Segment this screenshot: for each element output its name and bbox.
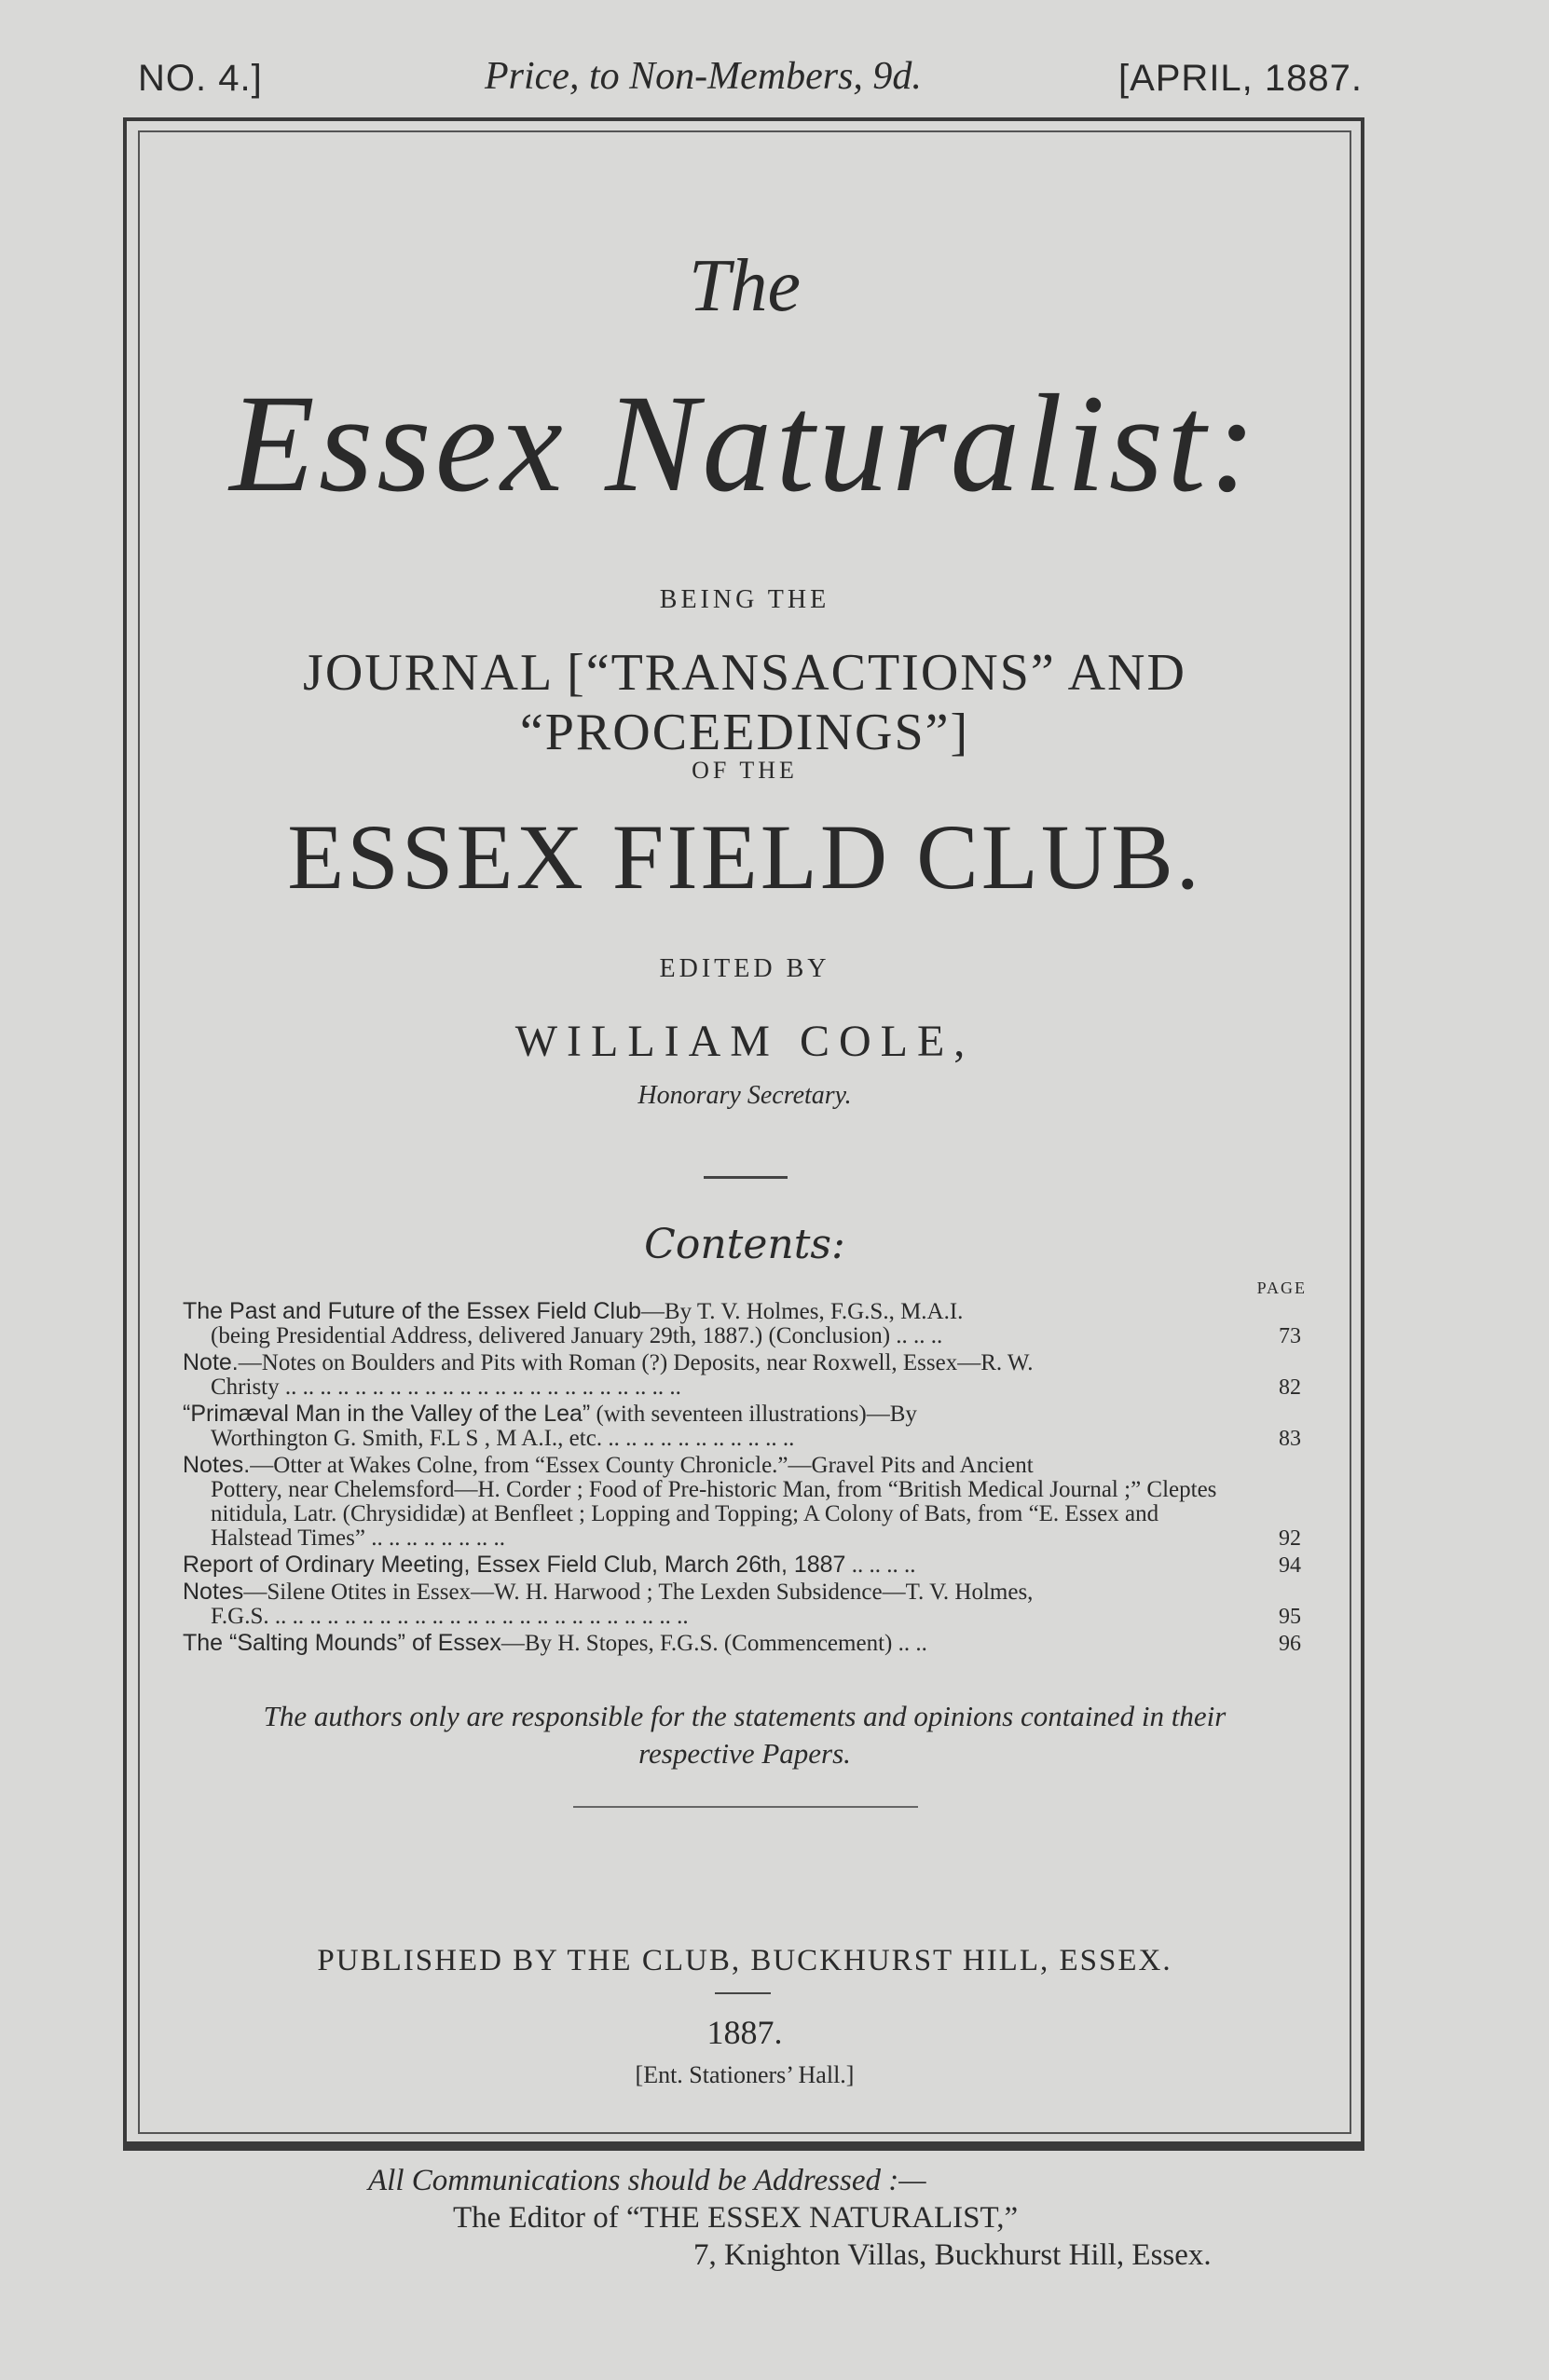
entry-page: 94 xyxy=(1279,1553,1301,1578)
entry-text: —Notes on Boulders and Pits with Roman (?) Deposits, near Roxwell, Essex—R. W. xyxy=(238,1350,1034,1375)
divider xyxy=(715,1992,771,1994)
disclaimer-line-1: The authors only are responsible for the statements and opinions contained in their xyxy=(263,1700,1227,1732)
entry-continuation: F.G.S. .. .. .. .. .. .. .. .. .. .. .. .. .. .. .. .. .. .. .. .. .. .. .. .. xyxy=(211,1604,689,1629)
table-of-contents xyxy=(183,1299,1301,1658)
disclaimer-line-2: respective Papers. xyxy=(638,1737,851,1770)
publisher-line: PUBLISHED BY THE CLUB, BUCKHURST HILL, ESSEX. xyxy=(317,1944,1172,1977)
list-item xyxy=(183,1552,1301,1578)
entry-continuation: Worthington G. Smith, F.L S , M A.I., etc. .. .. .. .. .. .. .. .. .. .. .. xyxy=(211,1426,795,1451)
publication-year: 1887. xyxy=(706,2014,783,2051)
journal-subtitle: JOURNAL [“TRANSACTIONS” AND “PROCEEDINGS”] xyxy=(303,644,1186,761)
entry-text: —By T. V. Holmes, F.G.S., M.A.I. xyxy=(640,1299,964,1324)
journal-title: Essex Naturalist: xyxy=(229,366,1260,521)
editor-role: Honorary Secretary. xyxy=(637,1081,852,1110)
entry-continuation: Pottery, near Chelemsford—H. Corder ; Food of Pre-historic Man, from “British Medical Journal ;” Cleptes nitidula, Latr. (Chrysididæ) at Benfleet ; Lopping and Topping; A Colony of Bats, from “E. Essex and Halstead Times” .. .. .. .. .. .. .. .. xyxy=(211,1477,1217,1551)
club-name: ESSEX FIELD CLUB. xyxy=(287,805,1202,909)
entry-lead: “Primæval Man in the Valley of the Lea” xyxy=(183,1401,591,1427)
entry-text: —Otter at Wakes Colne, from “Essex County Chronicle.”—Gravel Pits and Ancient xyxy=(250,1453,1034,1478)
entry-lead: Notes. xyxy=(183,1452,251,1478)
entry-continuation: (being Presidential Address, delivered January 29th, 1887.) (Conclusion) .. .. .. xyxy=(211,1323,943,1348)
entry-lead: Report of Ordinary Meeting, Essex Field Club, March 26th, 1887 xyxy=(183,1552,846,1578)
entry-page: 96 xyxy=(1279,1632,1301,1656)
entry-page: 83 xyxy=(1279,1427,1301,1451)
divider xyxy=(704,1176,788,1179)
list-item xyxy=(183,1299,1301,1348)
list-item xyxy=(183,1580,1301,1629)
communications-address: 7, Knighton Villas, Buckhurst Hill, Essex. xyxy=(693,2238,1212,2272)
list-item xyxy=(183,1402,1301,1451)
bottom-rule xyxy=(123,2143,1364,2151)
title-the: The xyxy=(689,245,801,327)
entry-text: —By H. Stopes, F.G.S. (Commencement) .. .. xyxy=(500,1631,927,1656)
list-item xyxy=(183,1350,1301,1400)
disclaimer xyxy=(138,1698,1351,1772)
divider xyxy=(573,1806,918,1808)
issue-number: NO. 4.] xyxy=(138,58,263,99)
edited-by: EDITED BY xyxy=(659,954,830,983)
entry-lead: The Past and Future of the Essex Field Club xyxy=(183,1298,641,1324)
entry-text: —Silene Otites in Essex—W. H. Harwood ; The Lexden Subsidence—T. V. Holmes, xyxy=(243,1580,1034,1605)
list-item xyxy=(183,1631,1301,1656)
entry-page: 73 xyxy=(1279,1324,1301,1348)
communications-line-2: The Editor of “THE ESSEX NATURALIST,” xyxy=(453,2201,1019,2235)
entry-text: .. .. .. .. xyxy=(845,1552,916,1578)
being-the: BEING THE xyxy=(659,585,830,614)
entry-lead: Notes xyxy=(183,1579,244,1605)
page-column-label: PAGE xyxy=(1256,1279,1307,1297)
entry-page: 95 xyxy=(1279,1605,1301,1629)
entry-text: (with seventeen illustrations)—By xyxy=(590,1402,917,1427)
price-note: Price, to Non-Members, 9d. xyxy=(485,55,922,98)
entry-continuation: Christy .. .. .. .. .. .. .. .. .. .. .. .. .. .. .. .. .. .. .. .. .. .. .. xyxy=(211,1375,681,1400)
list-item xyxy=(183,1453,1301,1551)
entry-lead: The “Salting Mounds” of Essex xyxy=(183,1630,501,1656)
issue-date: [APRIL, 1887. xyxy=(1117,58,1363,99)
stationers-hall-note: [Ent. Stationers’ Hall.] xyxy=(635,2061,855,2088)
entry-page: 82 xyxy=(1279,1375,1301,1400)
of-the: OF THE xyxy=(692,757,798,784)
communications-line-1: All Communications should be Addressed :— xyxy=(368,2164,926,2197)
editor-name: WILLIAM COLE, xyxy=(514,1017,975,1066)
contents-heading: Contents: xyxy=(644,1221,845,1268)
entry-lead: Note. xyxy=(183,1349,239,1375)
entry-page: 92 xyxy=(1279,1526,1301,1551)
